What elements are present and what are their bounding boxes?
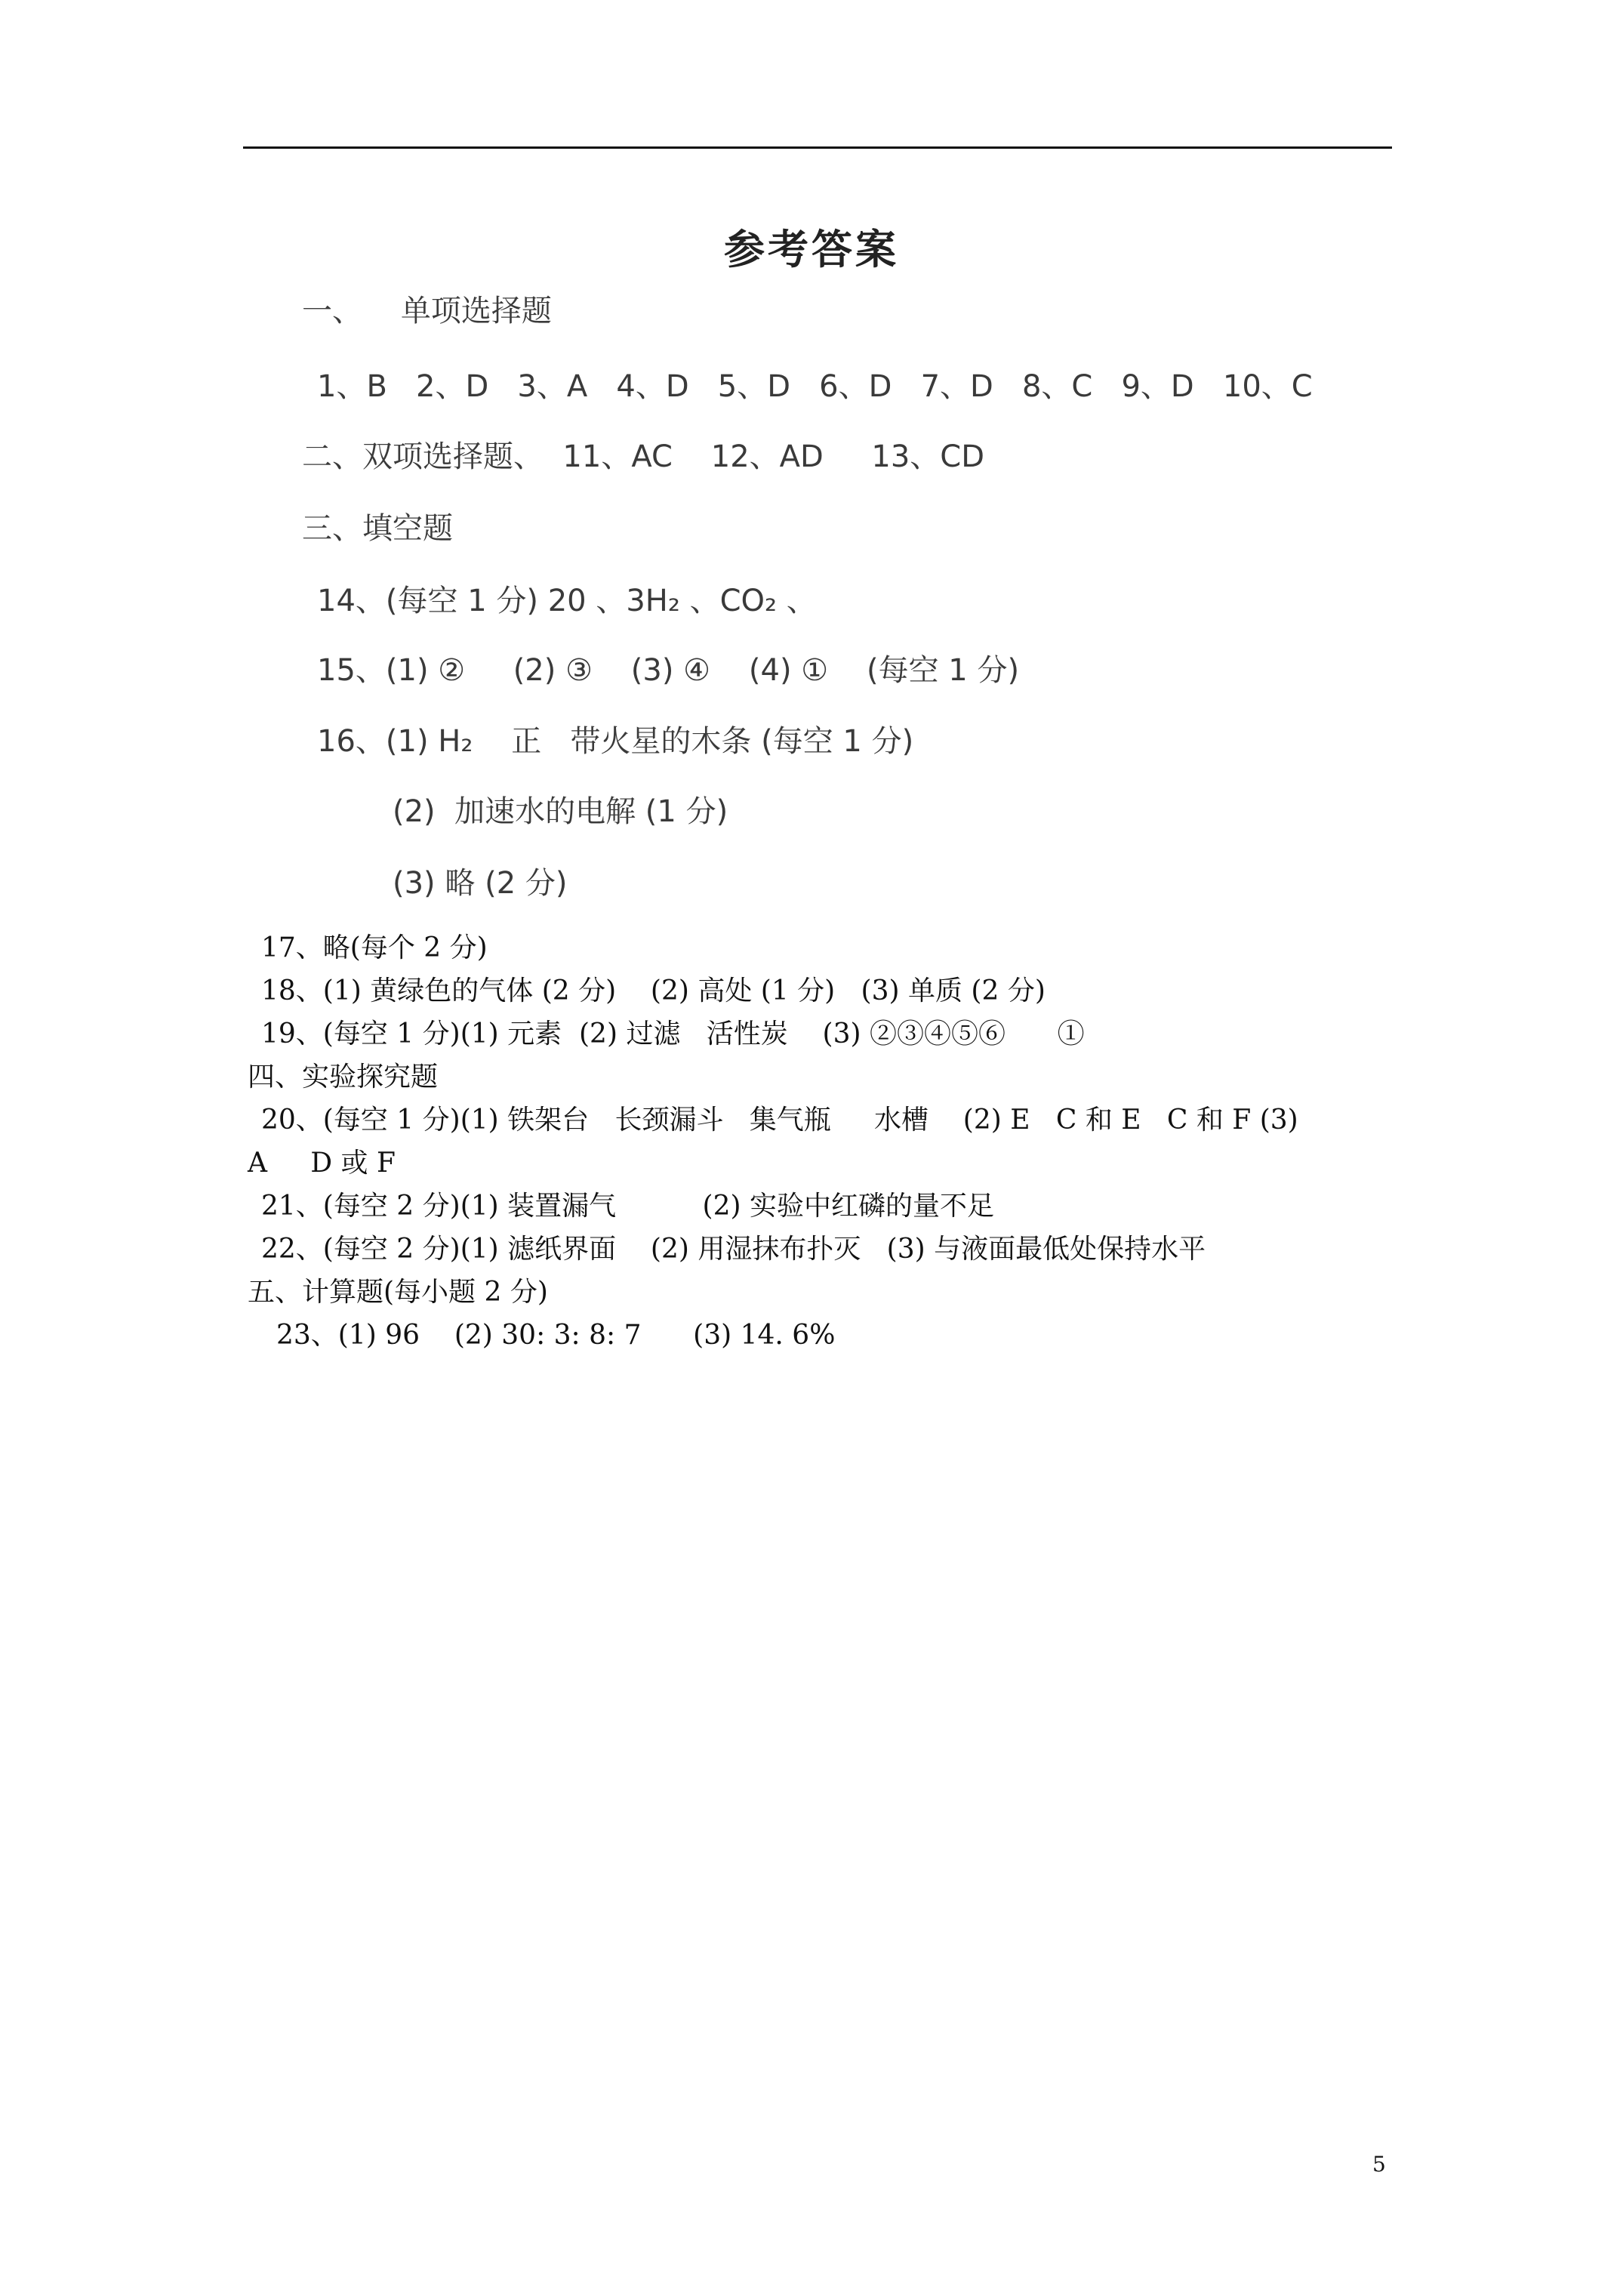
page-number: 5 xyxy=(1372,2152,1386,2177)
question-21: 21、(每空 2 分)(1) 装置漏气 (2) 实验中红磷的量不足 xyxy=(261,1191,994,1222)
section1-answers: 1、B 2、D 3、A 4、D 5、D 6、D 7、D 8、C 9、D 10、C xyxy=(317,369,1313,404)
question-15: 15、(1) ② (2) ③ (3) ④ (4) ① (每空 1 分) xyxy=(317,653,1020,688)
question-16-part3: (3) 略 (2 分) xyxy=(393,866,568,901)
question-23: 23、(1) 96 (2) 30: 3: 8: 7 (3) 14. 6% xyxy=(276,1320,836,1351)
question-16-part2: (2) 加速水的电解 (1 分) xyxy=(393,794,728,829)
section5-heading: 五、计算题(每小题 2 分) xyxy=(248,1277,548,1308)
question-22: 22、(每空 2 分)(1) 滤纸界面 (2) 用湿抹布扑灭 (3) 与液面最低处保持水平 xyxy=(261,1234,1206,1265)
section1-heading: 一、 单项选择题 xyxy=(302,294,552,328)
question-17: 17、略(每个 2 分) xyxy=(261,932,488,963)
section3-heading: 三、填空题 xyxy=(302,511,453,546)
page-title: 参考答案 xyxy=(724,226,899,273)
header-rule xyxy=(243,146,1392,149)
question-16-part1: 16、(1) H₂ 正 带火星的木条 (每空 1 分) xyxy=(317,724,914,759)
question-19: 19、(每空 1 分)(1) 元素 (2) 过滤 活性炭 (3) ②③④⑤⑥ ① xyxy=(261,1019,1085,1049)
question-18: 18、(1) 黄绿色的气体 (2 分) (2) 高处 (1 分) (3) 单质 (2 分) xyxy=(261,975,1046,1006)
section2-line: 二、双项选择题、 11、AC 12、AD 13、CD xyxy=(302,439,985,474)
question-14: 14、(每空 1 分) 20 、3H₂ 、CO₂ 、 xyxy=(317,584,817,618)
question-20-line2: A D 或 F xyxy=(248,1148,396,1179)
section4-heading: 四、实验探究题 xyxy=(248,1062,439,1093)
question-20-line1: 20、(每空 1 分)(1) 铁架台 长颈漏斗 集气瓶 水槽 (2) E C 和 E C 和 F (3) xyxy=(261,1105,1298,1136)
